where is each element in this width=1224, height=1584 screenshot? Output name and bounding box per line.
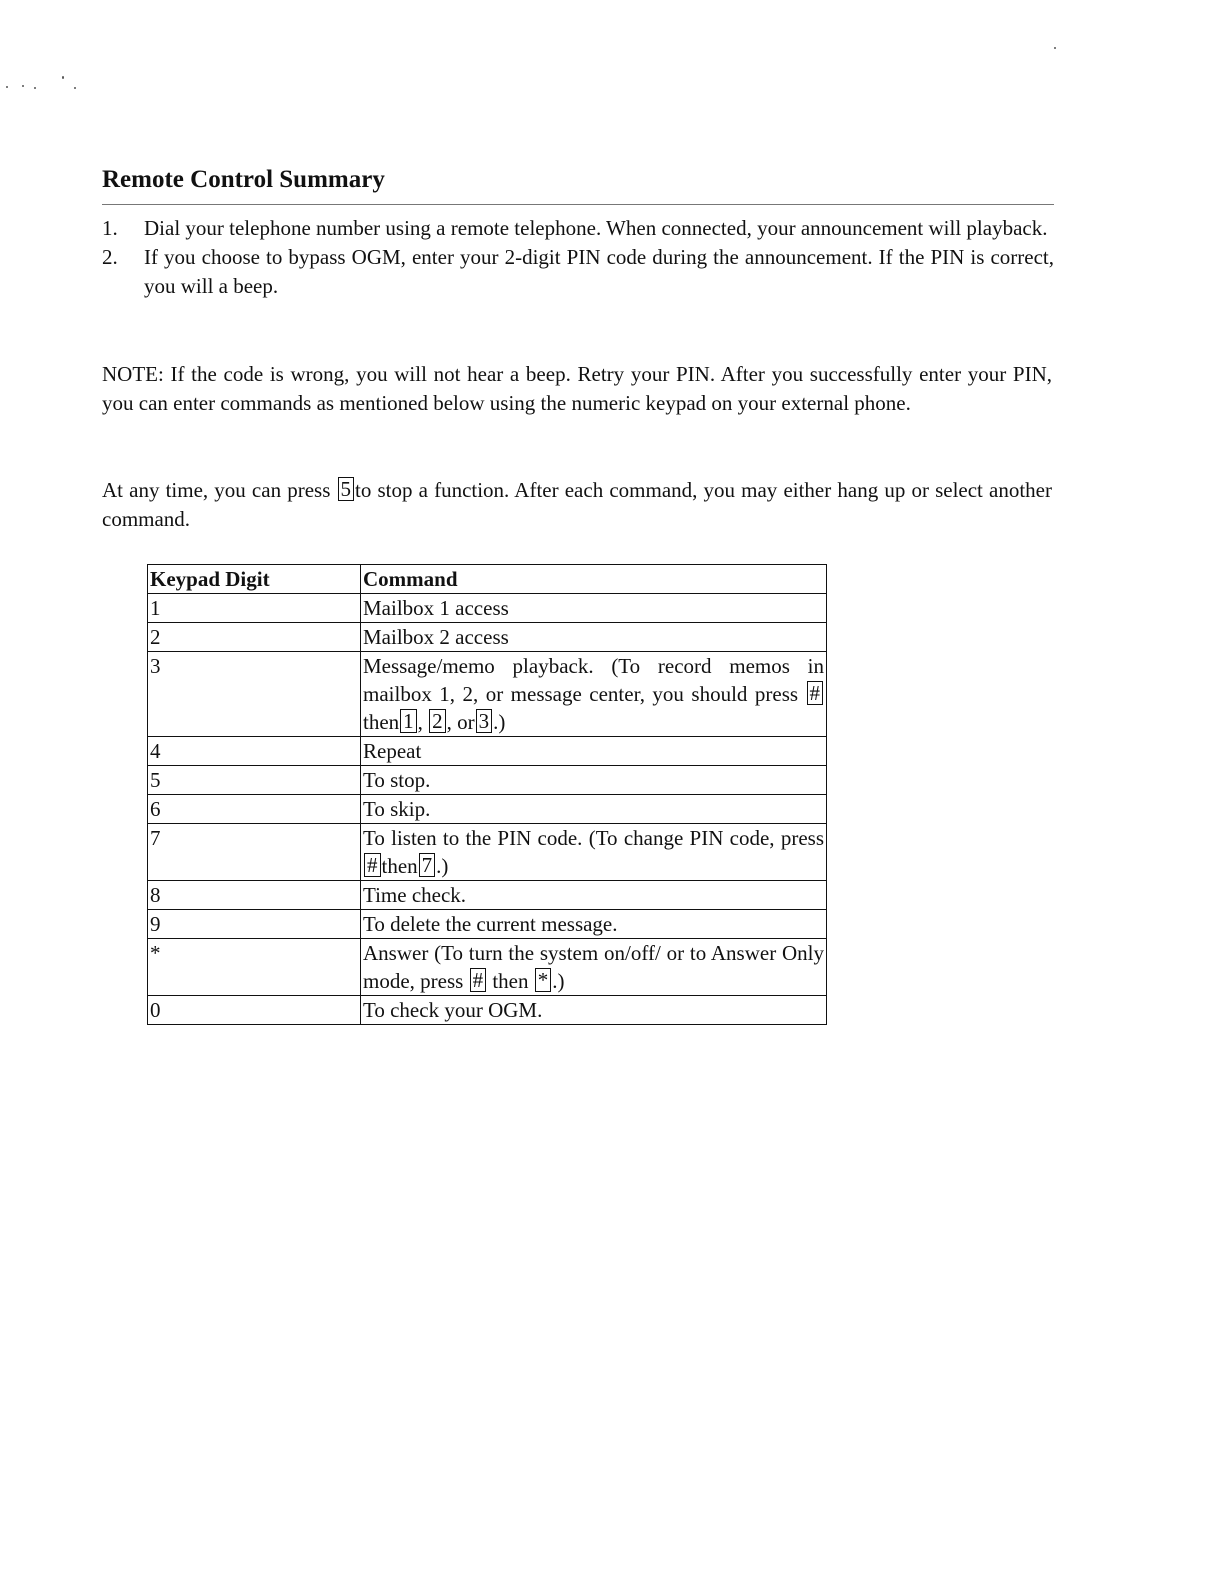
command-cell: Repeat xyxy=(361,737,827,766)
command-cell xyxy=(361,939,827,996)
key-1: 1 xyxy=(400,709,417,733)
closing: .) xyxy=(493,710,506,734)
scan-speck xyxy=(22,85,24,87)
step-number: 1. xyxy=(102,216,118,240)
digit-cell: * xyxy=(148,939,361,996)
table-row xyxy=(148,939,827,996)
table-row xyxy=(148,652,827,737)
digit-cell: 9 xyxy=(148,910,361,939)
key-3: 3 xyxy=(476,709,493,733)
table-row xyxy=(148,910,827,939)
anytime-after: to stop a function. After each command, you may either hang up or select another command. xyxy=(102,478,1052,531)
table-row xyxy=(148,996,827,1025)
header-command: Command xyxy=(361,565,827,594)
note-paragraph: NOTE: If the code is wrong, you will not hear a beep. Retry your PIN. After you successfully enter your PIN, you can enter commands as mentioned below using the numeric keypad on your external phone. xyxy=(102,362,1052,415)
digit-cell: 2 xyxy=(148,623,361,652)
step-text: Dial your telephone number using a remote telephone. When connected, your announcement will playback. xyxy=(144,216,1048,240)
anytime-before: At any time, you can press xyxy=(102,478,331,502)
digit-cell: 3 xyxy=(148,652,361,737)
title-divider xyxy=(102,204,1054,205)
page-title: Remote Control Summary xyxy=(102,166,385,193)
key-star: * xyxy=(535,968,552,992)
digit-cell: 8 xyxy=(148,881,361,910)
command-table xyxy=(147,564,827,1025)
command-text: Message/memo playback. (To record memos in mailbox 1, 2, or message center, you should xyxy=(363,654,824,706)
command-cell xyxy=(361,824,827,881)
steps-list xyxy=(102,214,1054,301)
step-text: If you choose to bypass OGM, enter your 2-digit PIN code during the announcement. If the PIN is correct, you will a beep. xyxy=(144,245,1054,298)
step-number: 2. xyxy=(102,245,118,269)
command-text: To listen to the PIN code. (To change PIN code, xyxy=(363,826,775,850)
command-text: Answer (To turn the system on/off/ or to Answer Only mode, xyxy=(363,941,824,993)
then-word: then xyxy=(381,854,418,878)
then-word: then xyxy=(363,710,400,734)
table-row xyxy=(148,824,827,881)
command-cell: Time check. xyxy=(361,881,827,910)
command-cell: To stop. xyxy=(361,766,827,795)
list-item xyxy=(102,214,1054,243)
table-row xyxy=(148,623,827,652)
digit-cell: 0 xyxy=(148,996,361,1025)
key-hash: # xyxy=(364,853,381,877)
key-hash: # xyxy=(807,681,824,705)
scan-speck xyxy=(1054,47,1056,49)
scan-speck xyxy=(6,86,8,88)
command-cell: To delete the current message. xyxy=(361,910,827,939)
scan-speck xyxy=(74,87,76,89)
header-keypad-digit: Keypad Digit xyxy=(148,565,361,594)
key-5: 5 xyxy=(338,477,355,501)
press-word: press xyxy=(420,969,464,993)
command-cell: To check your OGM. xyxy=(361,996,827,1025)
closing: .) xyxy=(552,969,565,993)
table-row xyxy=(148,737,827,766)
table-row xyxy=(148,594,827,623)
table-row xyxy=(148,795,827,824)
command-cell: Mailbox 1 access xyxy=(361,594,827,623)
command-cell: Mailbox 2 access xyxy=(361,623,827,652)
key-2: 2 xyxy=(429,709,446,733)
press-word: press xyxy=(780,826,825,850)
command-cell: To skip. xyxy=(361,795,827,824)
digit-cell: 1 xyxy=(148,594,361,623)
scan-speck xyxy=(62,76,64,79)
table-row xyxy=(148,881,827,910)
digit-cell: 5 xyxy=(148,766,361,795)
scan-speck xyxy=(34,87,36,89)
separator: , xyxy=(417,710,423,734)
press-word: press xyxy=(754,682,799,706)
command-cell xyxy=(361,652,827,737)
digit-cell: 7 xyxy=(148,824,361,881)
table-row xyxy=(148,766,827,795)
then-word: then xyxy=(492,969,529,993)
anytime-paragraph xyxy=(102,476,1052,534)
digit-cell: 4 xyxy=(148,737,361,766)
separator: , or xyxy=(446,710,475,734)
table-header-row xyxy=(148,565,827,594)
closing: .) xyxy=(436,854,449,878)
key-hash: # xyxy=(470,968,487,992)
list-item xyxy=(102,243,1054,301)
key-7: 7 xyxy=(419,853,436,877)
digit-cell: 6 xyxy=(148,795,361,824)
